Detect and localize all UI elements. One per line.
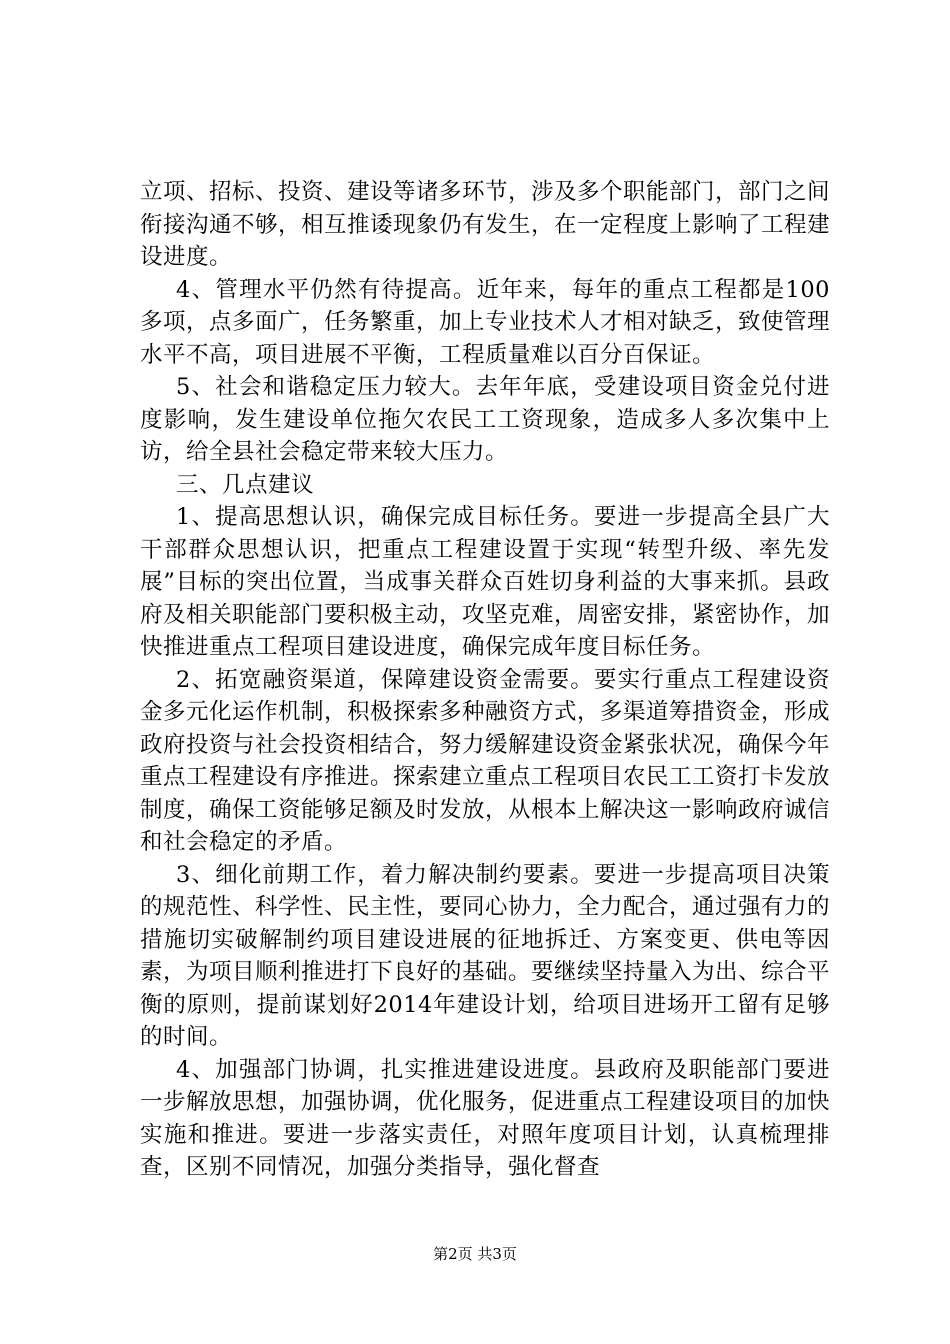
paragraph-suggestion-4: 4、加强部门协调，扎实推进建设进度。县政府及职能部门要进一步解放思想，加强协调，优化服务，促进重点工程建设项目的加快实施和推进。要进一步落实责任，对照年度项目计划，认真梳理排查，区别不同情况，加强分类指导，强化督查: [140, 1056, 831, 1180]
section-heading-suggestions: 三、几点建议: [176, 471, 315, 498]
page-footer: 第2页 共3页: [433, 1245, 517, 1263]
paragraph-suggestion-3: 3、细化前期工作，着力解决制约要素。要进一步提高项目决策的规范性、科学性、民主性，要同心协力，全力配合，通过强有力的措施切实破解制约项目建设进展的征地拆迁、方案变更、供电等因素，为项目顺利推进打下良好的基础。要继续坚持量入为出、综合平衡的原则，提前谋划好2014年建设计划，给项目进场开工留有足够的时间。: [140, 861, 831, 1050]
paragraph-suggestion-1: 1、提高思想认识，确保完成目标任务。要进一步提高全县广大干部群众思想认识，把重点工程建设置于实现“转型升级、率先发展”目标的突出位置，当成事关群众百姓切身利益的大事来抓。县政府及相关职能部门要积极主动，攻坚克难，周密安排，紧密协作，加快推进重点工程项目建设进度，确保完成年度目标任务。: [140, 504, 831, 660]
paragraph-suggestion-2: 2、拓宽融资渠道，保障建设资金需要。要实行重点工程建设资金多元化运作机制，积极探索多种融资方式，多渠道筹措资金，形成政府投资与社会投资相结合，努力缓解建设资金紧张状况，确保今年重点工程建设有序推进。探索建立重点工程项目农民工工资打卡发放制度，确保工资能够足额及时发放，从根本上解决这一影响政府诚信和社会稳定的矛盾。: [140, 666, 831, 855]
paragraph-continuation: 立项、招标、投资、建设等诸多环节，涉及多个职能部门，部门之间衔接沟通不够，相互推诿现象仍有发生，在一定程度上影响了工程建设进度。: [140, 179, 831, 270]
document-body: [140, 176, 830, 1184]
paragraph-social-stability: 5、社会和谐稳定压力较大。去年年底，受建设项目资金兑付进度影响，发生建设单位拖欠农民工工资现象，造成多人多次集中上访，给全县社会稳定带来较大压力。: [140, 374, 830, 465]
paragraph-management-level: 4、管理水平仍然有待提高。近年来，每年的重点工程都是100多项，点多面广，任务繁重，加上专业技术人才相对缺乏，致使管理水平不高，项目进展不平衡，工程质量难以百分百保证。: [140, 276, 831, 368]
